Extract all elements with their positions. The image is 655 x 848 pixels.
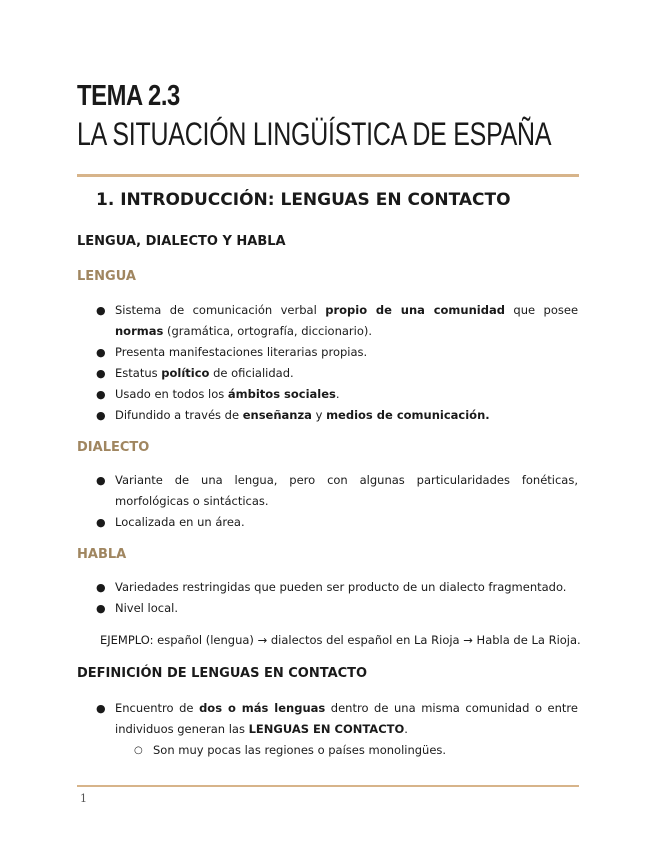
bullet-icon: ●	[96, 702, 106, 715]
list-item: ● Presenta manifestaciones literarias propias.	[96, 342, 578, 363]
subheading-lengua-dialecto-habla: LENGUA, DIALECTO Y HABLA	[77, 234, 286, 249]
tema-number: TEMA 2.3	[77, 80, 180, 112]
bullet-icon: ●	[96, 581, 106, 594]
bullet-icon: ●	[96, 367, 106, 380]
list-item: ● Sistema de comunicación verbal propio de una comunidad que posee normas (gramática, ortografía, diccionario).	[96, 300, 578, 342]
circle-bullet-icon: ○	[134, 745, 143, 756]
page-number: 1	[80, 792, 87, 805]
list-item: ● Estatus político de oficialidad.	[96, 363, 578, 384]
bullet-icon: ●	[96, 409, 106, 422]
heading-definicion: DEFINICIÓN DE LENGUAS EN CONTACTO	[77, 666, 368, 681]
bullet-icon: ●	[96, 346, 106, 359]
bullet-icon: ●	[96, 516, 106, 529]
heading-lengua: LENGUA	[77, 269, 136, 284]
heading-dialecto: DIALECTO	[77, 440, 150, 455]
tema-title: LA SITUACIÓN LINGÜÍSTICA DE ESPAÑA	[77, 116, 552, 152]
header-divider	[77, 174, 579, 177]
sub-list-item: ○ Son muy pocas las regiones o países monolingües.	[134, 740, 446, 761]
footer-divider	[77, 785, 579, 787]
heading-habla: HABLA	[77, 547, 127, 562]
bullet-icon: ●	[96, 602, 106, 615]
list-item: ● Variedades restringidas que pueden ser producto de un dialecto fragmentado.	[96, 577, 578, 598]
list-item: ● Variante de una lengua, pero con algunas particularidades fonéticas, morfológicas o sintácticas.	[96, 470, 578, 512]
list-item: ● Localizada en un área.	[96, 512, 578, 533]
bullet-icon: ●	[96, 474, 106, 487]
list-item: ● Encuentro de dos o más lenguas dentro de una misma comunidad o entre individuos generan las LENGUAS EN CONTACTO.	[96, 698, 578, 740]
list-item: ● Difundido a través de enseñanza y medios de comunicación.	[96, 405, 578, 426]
section-title: 1. INTRODUCCIÓN: LENGUAS EN CONTACTO	[96, 190, 511, 210]
list-item: ● Usado en todos los ámbitos sociales.	[96, 384, 578, 405]
bullet-icon: ●	[96, 388, 106, 401]
example-text: EJEMPLO: español (lengua) → dialectos del español en La Rioja → Habla de La Rioja.	[100, 633, 581, 647]
bullet-icon: ●	[96, 304, 106, 317]
list-item: ● Nivel local.	[96, 598, 578, 619]
